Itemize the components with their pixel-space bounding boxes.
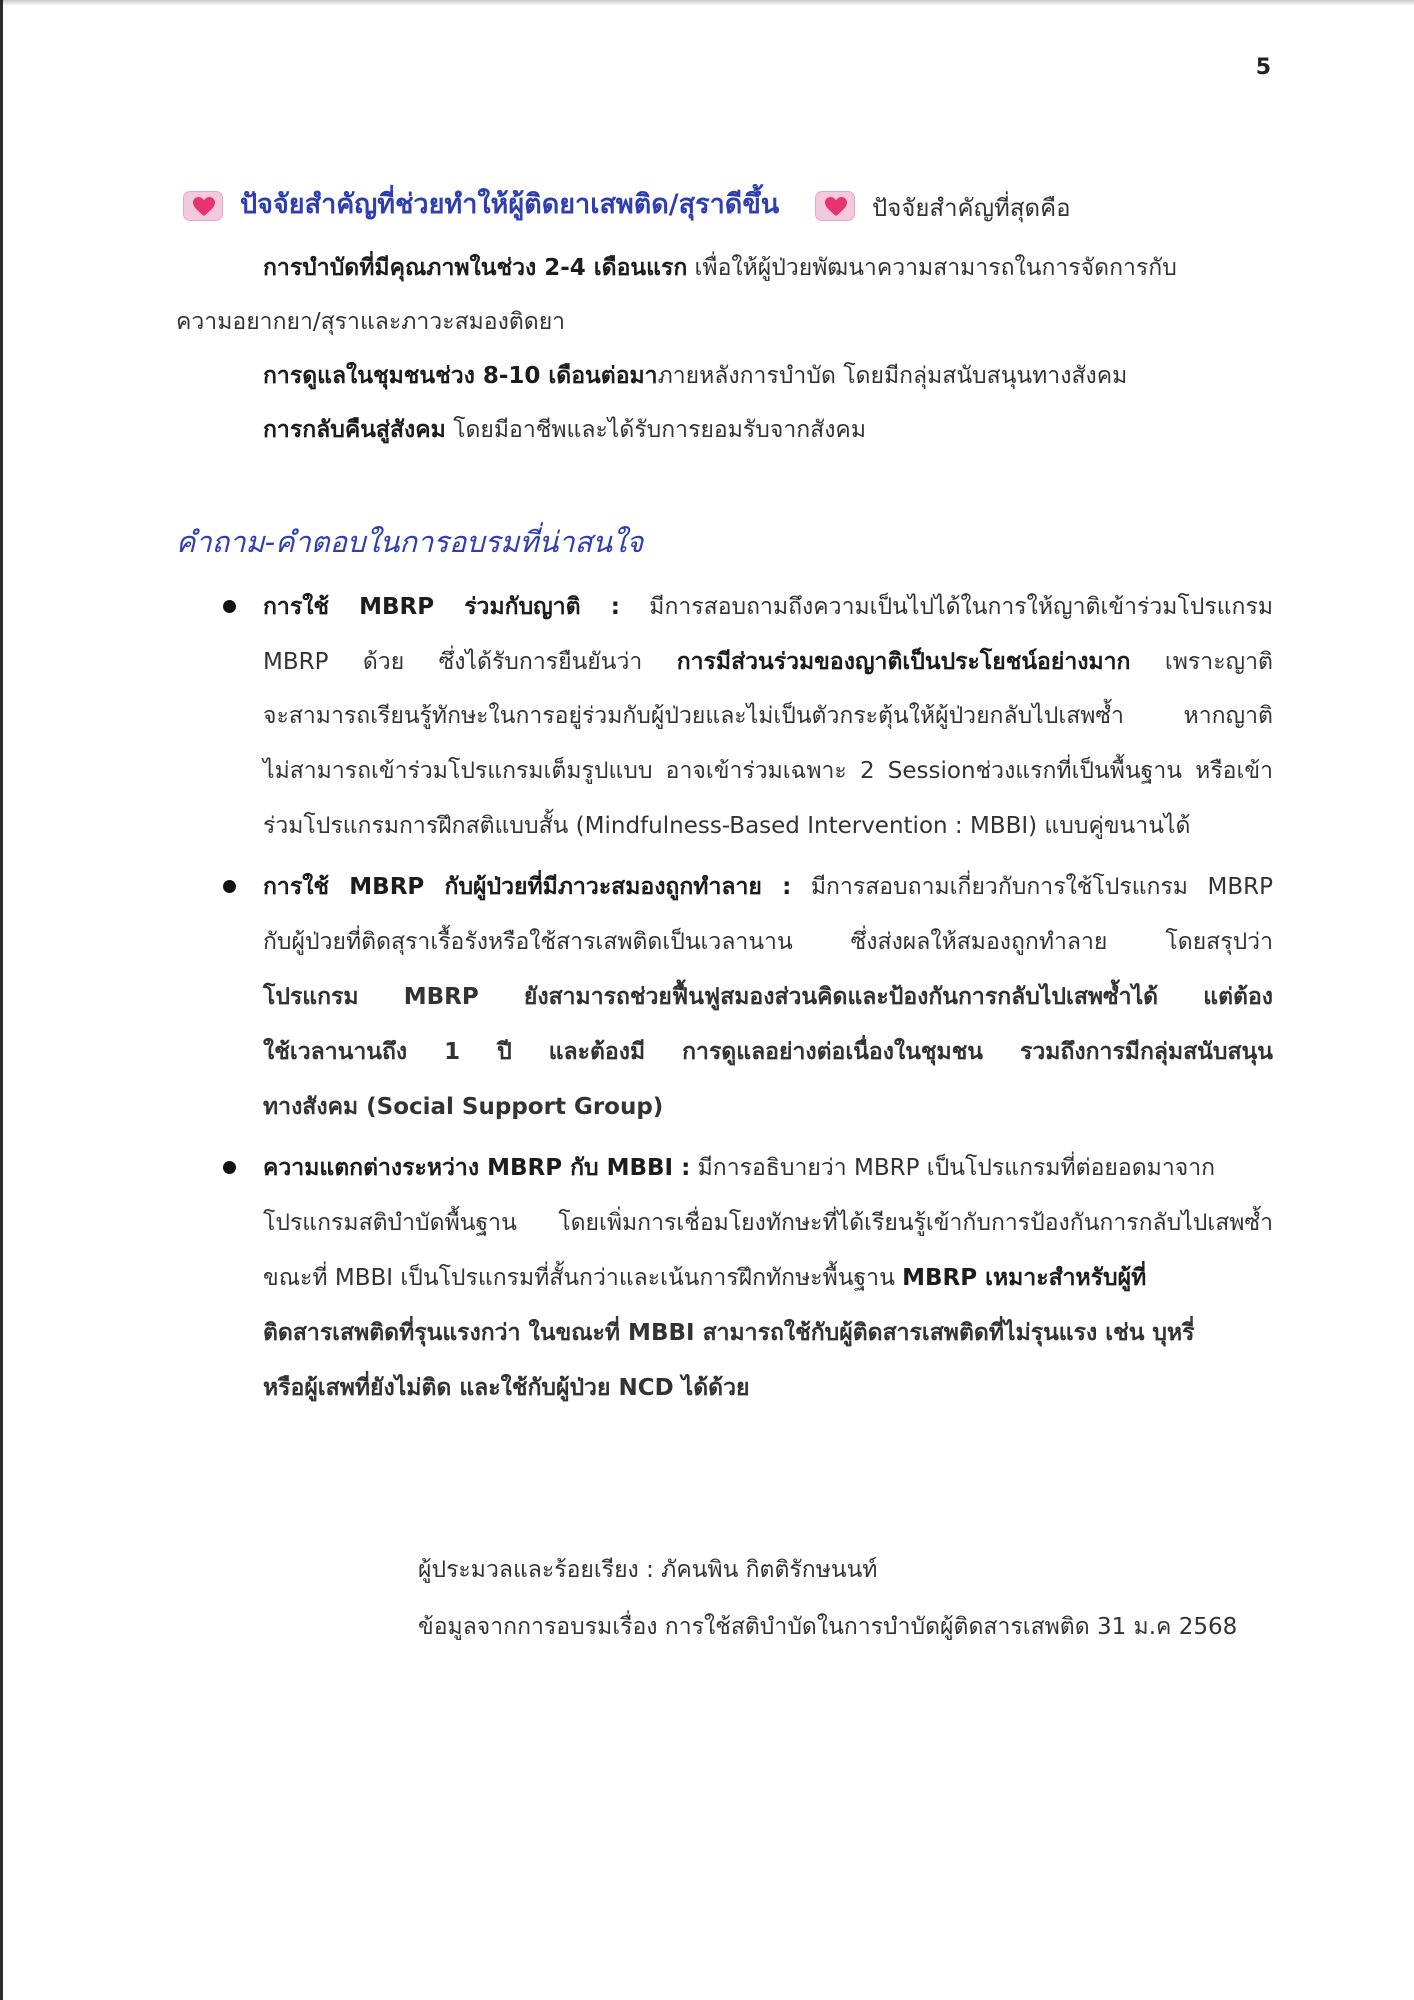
- bullet-dot: [223, 1161, 236, 1174]
- qa-bullet-3-line-1: [263, 1152, 1273, 1184]
- factor-item-1-bold: การบำบัดที่มีคุณภาพในช่วง 2-4 เดือนแรก: [263, 255, 688, 281]
- factor-item-2-text: ภายหลังการบำบัด โดยมีกลุ่มสนับสนุนทางสังคม: [657, 363, 1128, 389]
- qa-bullet-1-line-4: ไม่สามารถเข้าร่วมโปรแกรมเต็มรูปแบบ อาจเข้าร่วมเฉพาะ 2 Sessionช่วงแรกที่เป็นพื้นฐาน หรือเข้า: [263, 758, 1273, 784]
- factor-item-3: [263, 414, 866, 446]
- footer-source: ข้อมูลจากการอบรมเรื่อง การใช้สติบำบัดในการบำบัดผู้ติดสารเสพติด 31 ม.ค 2568: [418, 1614, 1238, 1640]
- qa-bullet-2-line-3: โปรแกรม MBRP ยังสามารถช่วยฟื้นฟูสมองส่วนคิดและป้องกันการกลับไปเสพซ้ำได้ แต่ต้อง: [263, 984, 1273, 1010]
- qa-bullet-1-line-2-bold: การมีส่วนร่วมของญาติเป็นประโยชน์อย่างมาก: [676, 649, 1131, 675]
- factor-item-1: [263, 252, 1177, 284]
- qa-bullet-1-line-2-text2: เพราะญาติ: [1130, 649, 1273, 675]
- qa-bullet-2-text: มีการสอบถามเกี่ยวกับการใช้โปรแกรม MBRP: [791, 874, 1273, 900]
- bullet-dot: [223, 880, 236, 893]
- qa-bullet-2-line-5: ทางสังคม (Social Support Group): [263, 1094, 664, 1120]
- factor-item-3-bold: การกลับคืนสู่สังคม: [263, 417, 446, 443]
- page-number: 5: [1255, 55, 1271, 80]
- footer-compiler: ผู้ประมวลและร้อยเรียง : ภัคนพิน กิตติรักษนนท์: [418, 1557, 878, 1583]
- qa-bullet-3-line-2: โปรแกรมสติบำบัดพื้นฐาน โดยเพิ่มการเชื่อมโยงทักษะที่ได้เรียนรู้เข้ากับการป้องกันการกลับไปเสพซ้ำ: [263, 1210, 1273, 1236]
- page-left-edge: [0, 0, 3, 2000]
- factors-subtitle: ปัจจัยสำคัญที่สุดคือ: [872, 194, 1071, 222]
- qa-bullet-2-line-2: กับผู้ป่วยที่ติดสุราเรื้อรังหรือใช้สารเสพติดเป็นเวลานาน ซึ่งส่งผลให้สมองถูกทำลาย โดยสรุปว่า: [263, 929, 1273, 955]
- qa-heading: คำถาม-คำตอบในการอบรมที่น่าสนใจ: [176, 525, 644, 559]
- qa-bullet-1-line-1: [263, 591, 1273, 623]
- qa-bullet-2-line-4: ใช้เวลานานถึง 1 ปี และต้องมี การดูแลอย่างต่อเนื่องในชุมชน รวมถึงการมีกลุ่มสนับสนุน: [263, 1039, 1273, 1065]
- qa-bullet-2-line-1: [263, 871, 1273, 903]
- qa-bullet-1-line-3: จะสามารถเรียนรู้ทักษะในการอยู่ร่วมกับผู้ป่วยและไม่เป็นตัวกระตุ้นให้ผู้ป่วยกลับไปเสพซ้ำ หากญาติ: [263, 703, 1273, 729]
- qa-bullet-2-topic: การใช้ MBRP กับผู้ป่วยที่มีภาวะสมองถูกทำลาย :: [263, 874, 792, 900]
- qa-bullet-3-topic: ความแตกต่างระหว่าง MBRP กับ MBBI :: [263, 1155, 691, 1181]
- heart-emoji-icon: [815, 191, 855, 221]
- bullet-dot: [223, 600, 236, 613]
- qa-bullet-3-line-5: หรือผู้เสพที่ยังไม่ติด และใช้กับผู้ป่วย NCD ได้ด้วย: [263, 1375, 750, 1401]
- qa-bullet-1-line-2-text: MBRP ด้วย ซึ่งได้รับการยืนยันว่า: [263, 649, 677, 675]
- qa-bullet-3-text: มีการอธิบายว่า MBRP เป็นโปรแกรมที่ต่อยอดมาจาก: [690, 1155, 1216, 1181]
- qa-bullet-3-line-4: ติดสารเสพติดที่รุนแรงกว่า ในขณะที่ MBBI สามารถใช้กับผู้ติดสารเสพติดที่ไม่รุนแรง เช่น บุหรี่: [263, 1320, 1195, 1346]
- qa-bullet-1-line-2: [263, 646, 1273, 678]
- factor-item-1-continued: ความอยากยา/สุราและภาวะสมองติดยา: [176, 309, 566, 335]
- page-top-shadow: [0, 0, 1414, 6]
- qa-bullet-1-text: มีการสอบถามถึงความเป็นไปได้ในการให้ญาติเข้าร่วมโปรแกรม: [619, 594, 1273, 620]
- factor-item-1-text: เพื่อให้ผู้ป่วยพัฒนาความสามารถในการจัดการกับ: [687, 255, 1177, 281]
- factor-item-2-bold: การดูแลในชุมชนช่วง 8-10 เดือนต่อมา: [263, 363, 658, 389]
- heart-emoji-icon: [183, 191, 223, 221]
- factors-title: ปัจจัยสำคัญที่ช่วยทำให้ผู้ติดยาเสพติด/สุราดีขึ้น: [240, 189, 780, 220]
- factor-item-3-text: โดยมีอาชีพและได้รับการยอมรับจากสังคม: [445, 417, 866, 443]
- factor-item-2: [263, 360, 1127, 392]
- qa-bullet-1-line-5: ร่วมโปรแกรมการฝึกสติแบบสั้น (Mindfulness-Based Intervention : MBBI) แบบคู่ขนานได้: [263, 813, 1191, 839]
- qa-bullet-3-line-3-bold: MBRP เหมาะสำหรับผู้ที่: [902, 1265, 1147, 1291]
- qa-bullet-3-line-3-text: ขณะที่ MBBI เป็นโปรแกรมที่สั้นกว่าและเน้นการฝึกทักษะพื้นฐาน: [263, 1265, 903, 1291]
- qa-bullet-1-topic: การใช้ MBRP ร่วมกับญาติ :: [263, 594, 620, 620]
- qa-bullet-3-line-3: [263, 1262, 1273, 1294]
